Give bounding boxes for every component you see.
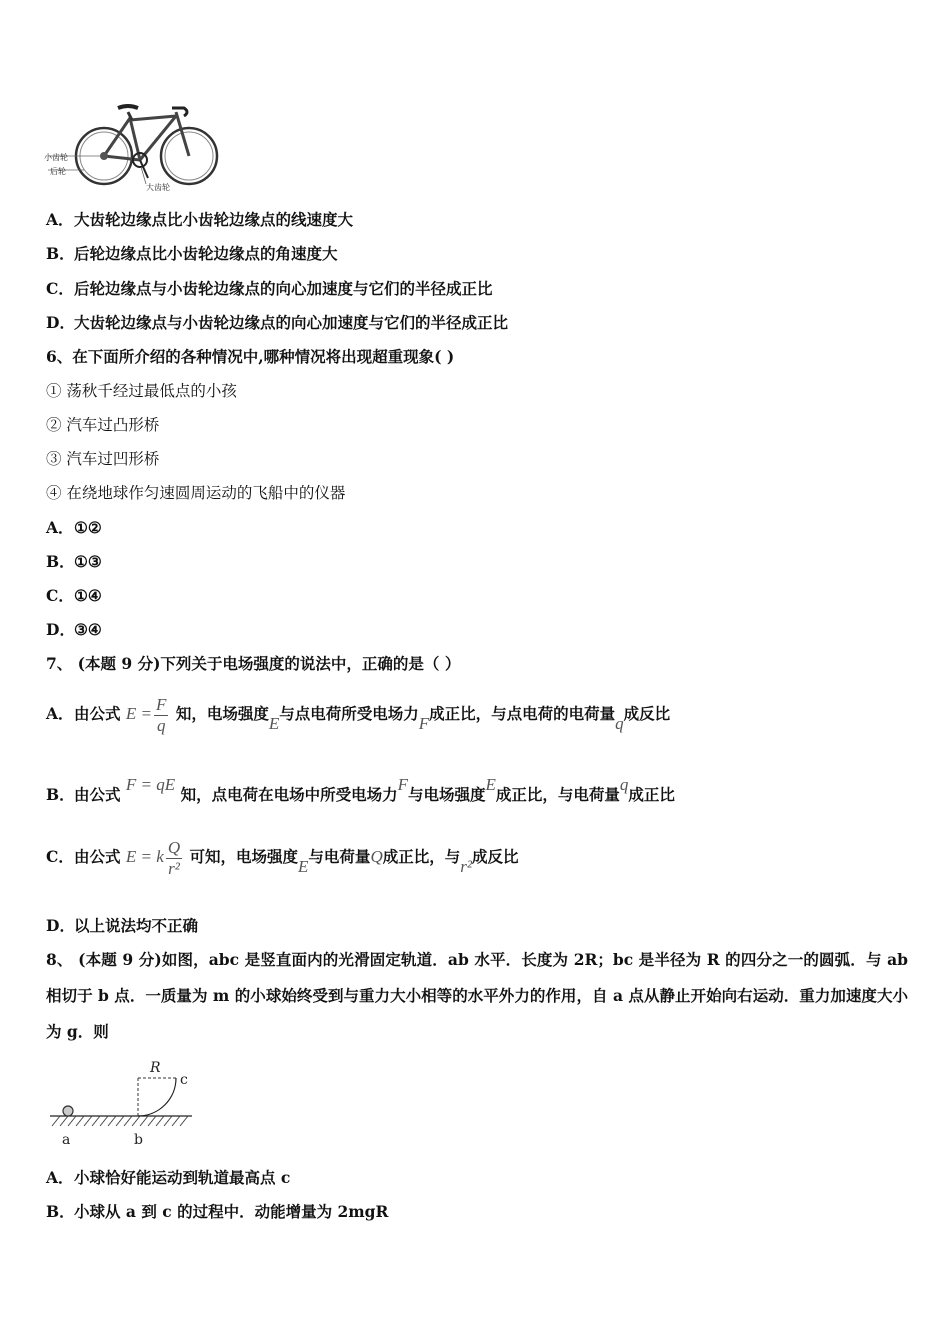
q6-item-4: ④ 在绕地球作匀速圆周运动的飞船中的仪器: [46, 484, 346, 502]
q8-stem: 8、 (本题 9 分)如图，abc 是竖直面内的光滑固定轨道．ab 水平．长度为 2R；bc 是半径为 R 的四分之一的圆弧．与 ab 相切于 b 点．一质量为 m 的小球始终受到与重力大小相等的水平外力的作用，自 a 点从静止开始向右运动．重力加速度大小为 g．则: [46, 950, 908, 1041]
q6-stem: 6、在下面所介绍的各种情况中,哪种情况将出现超重现象( ): [46, 347, 455, 366]
q5-option-a: A．大齿轮边缘点比小齿轮边缘点的线速度大: [46, 210, 354, 229]
q7-option-a: A．由公式 E = $\frac{F}{q}$ 知，电场强度E与点电荷所受电场力F成正比，与点电荷的电荷量q成反比: [46, 694, 671, 735]
q7-option-c: C．由公式 E = k $\frac{Q}{\text{r²}}$ 可知，电场强度E与电荷量Q成正比，与r²成反比: [46, 837, 519, 878]
label-small-gear: 小齿轮: [44, 153, 68, 162]
bicycle-figure: [44, 98, 220, 192]
q6-item-2: ② 汽车过凸形桥: [46, 416, 160, 434]
label-c: c: [180, 1072, 188, 1088]
q6-item-3: ③ 汽车过凹形桥: [46, 450, 160, 468]
q5-option-d: D．大齿轮边缘点与小齿轮边缘点的向心加速度与它们的半径成正比: [46, 313, 509, 332]
label-R: R: [150, 1060, 161, 1076]
q8-option-a: A．小球恰好能运动到轨道最高点 c: [46, 1168, 291, 1187]
q6-option-a: A．①②: [46, 518, 102, 537]
label-rear-wheel: 后轮: [50, 167, 66, 176]
label-b: b: [134, 1132, 143, 1148]
q5-option-b: B．后轮边缘点比小齿轮边缘点的角速度大: [46, 244, 338, 263]
formula-e-f-over-q: E = $\frac{F}{q}$: [125, 694, 167, 735]
q6-option-b: B．①③: [46, 552, 102, 571]
q8-option-b: B．小球从 a 到 c 的过程中．动能增量为 2mgR: [46, 1202, 389, 1221]
q5-option-c: C．后轮边缘点与小齿轮边缘点的向心加速度与它们的半径成正比: [46, 279, 493, 298]
label-big-gear: 大齿轮: [146, 183, 170, 192]
q7-option-b: B．由公式 F = qE 知，点电荷在电场中所受电场力F与电场强度E成正比，与电荷量q成正比: [46, 775, 675, 804]
formula-f-qe: F = qE: [125, 775, 176, 794]
formula-coulomb: E = k $\frac{Q}{\text{r²}}$: [125, 837, 181, 878]
q7-stem: 7、 (本题 9 分)下列关于电场强度的说法中，正确的是（ ）: [46, 654, 461, 673]
q7-option-d: D．以上说法均不正确: [46, 916, 199, 935]
track-figure: [46, 1056, 196, 1150]
q6-item-1: ① 荡秋千经过最低点的小孩: [46, 382, 237, 400]
q6-option-c: C．①④: [46, 586, 102, 605]
label-a: a: [62, 1132, 71, 1148]
q6-option-d: D．③④: [46, 620, 102, 639]
